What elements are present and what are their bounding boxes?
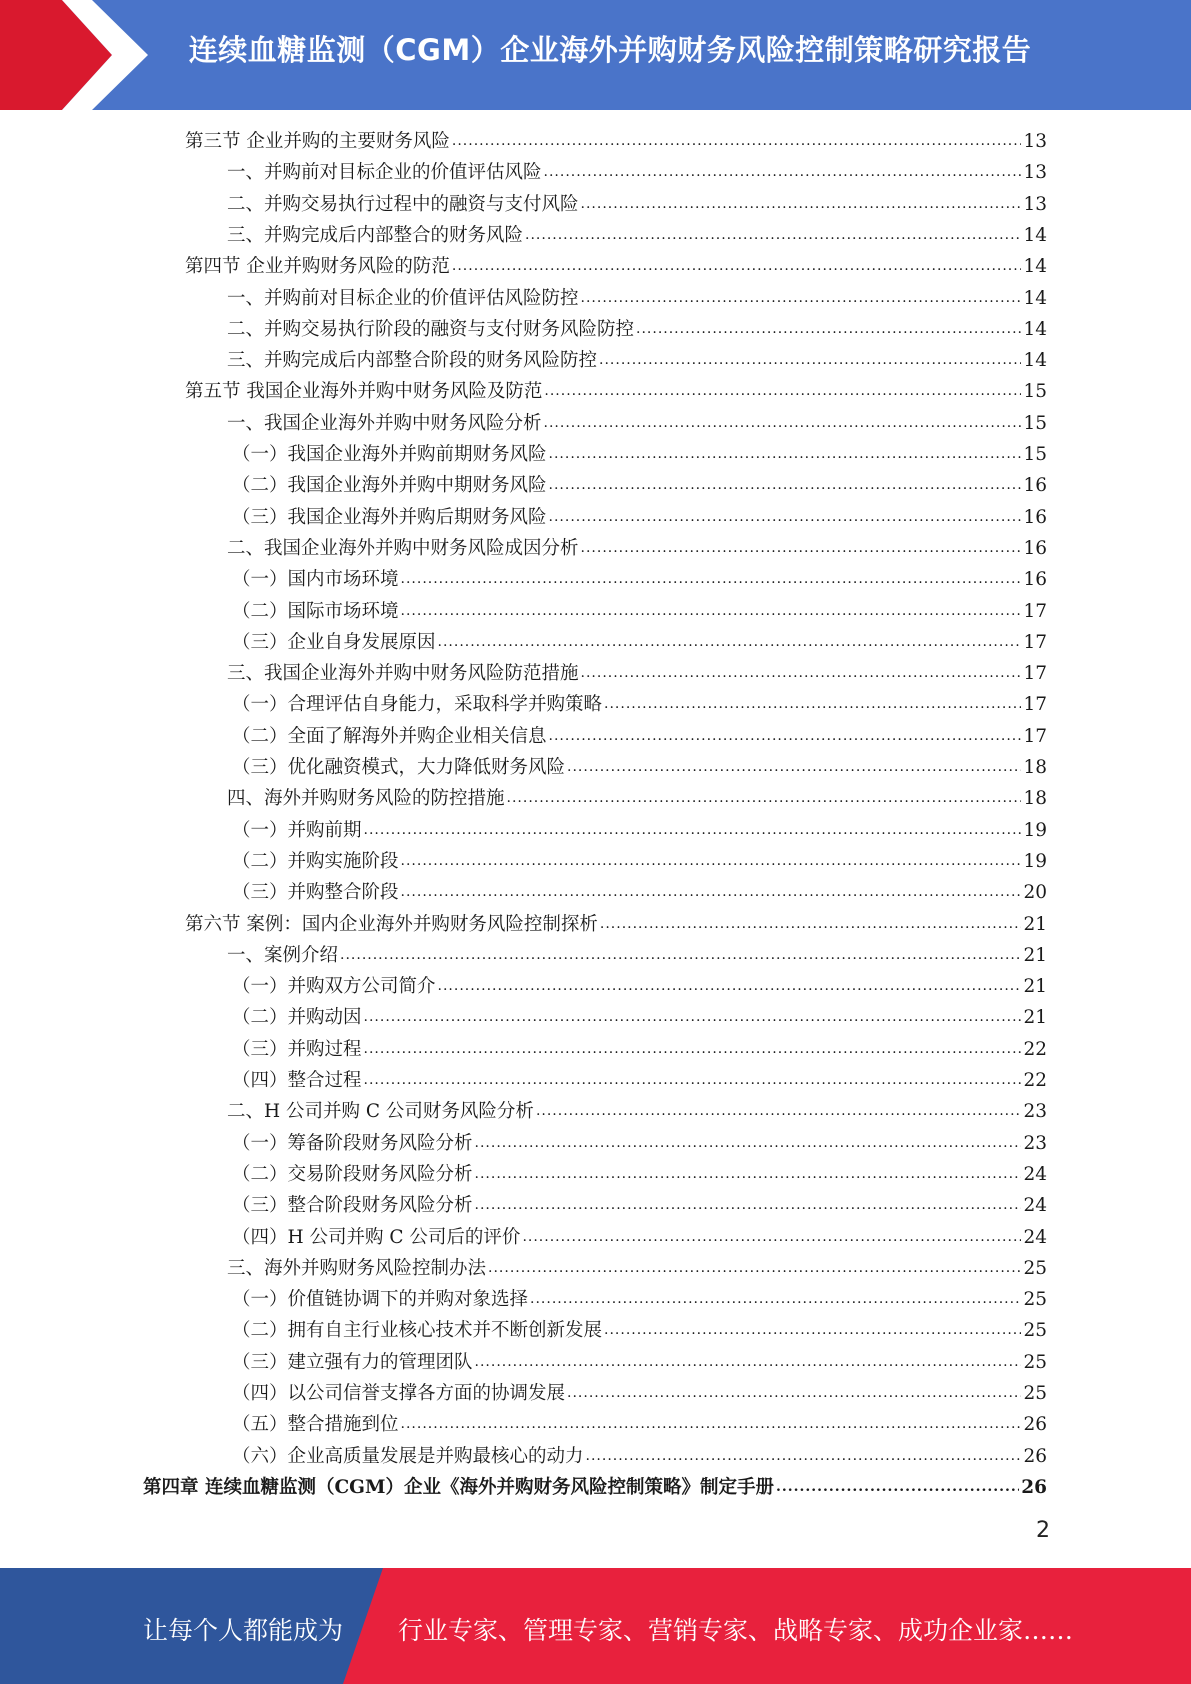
toc-entry[interactable] xyxy=(185,128,1047,154)
toc-entry[interactable] xyxy=(232,629,1047,655)
toc-entry[interactable] xyxy=(185,253,1047,279)
toc-entry[interactable] xyxy=(232,1443,1047,1469)
toc-dot-leader xyxy=(438,977,1022,999)
toc-entry-label: 二、并购交易执行阶段的融资与支付财务风险防控 xyxy=(227,318,635,340)
toc-entry[interactable] xyxy=(227,785,1047,811)
toc-entry-label: （四）H 公司并购 C 公司后的评价 xyxy=(232,1226,521,1248)
toc-entry[interactable] xyxy=(232,1286,1047,1312)
toc-entry-label: （一）价值链协调下的并购对象选择 xyxy=(232,1289,529,1311)
toc-entry[interactable] xyxy=(227,1098,1047,1124)
toc-entry-label: 一、并购前对目标企业的价值评估风险 xyxy=(227,162,542,184)
toc-entry-page: 18 xyxy=(1023,757,1047,778)
toc-entry-page: 22 xyxy=(1023,1038,1047,1060)
toc-dot-leader xyxy=(452,132,1022,154)
toc-entry-page: 24 xyxy=(1023,1163,1047,1185)
toc-entry-label: （一）并购双方公司简介 xyxy=(232,976,436,998)
toc-entry-label: （四）以公司信誉支撑各方面的协调发展 xyxy=(232,1383,566,1404)
footer-slogan-left: 让每个人都能成为 xyxy=(143,1616,344,1645)
toc-entry-page: 23 xyxy=(1023,1132,1047,1154)
toc-entry-page: 21 xyxy=(1023,944,1047,966)
toc-entry[interactable] xyxy=(232,1224,1047,1250)
toc-entry-page: 24 xyxy=(1023,1226,1047,1248)
toc-entry-page: 26 xyxy=(1021,1476,1047,1498)
toc-entry[interactable] xyxy=(227,535,1047,561)
toc-entry-page: 19 xyxy=(1023,819,1047,841)
toc-entry-page: 17 xyxy=(1023,694,1047,716)
footer-slogan-right: 行业专家、管理专家、营销专家、战略专家、成功企业家…… xyxy=(398,1616,1074,1645)
toc-entry[interactable] xyxy=(232,472,1047,498)
toc-entry-page: 14 xyxy=(1023,350,1047,372)
toc-entry-label: 三、并购完成后内部整合阶段的财务风险防控 xyxy=(227,350,598,372)
toc-entry-page: 13 xyxy=(1023,193,1047,215)
report-title: 连续血糖监测（CGM）企业海外并购财务风险控制策略研究报告 xyxy=(188,33,1032,67)
toc-entry-page: 15 xyxy=(1023,412,1047,434)
toc-entry-page: 14 xyxy=(1023,256,1047,278)
toc-dot-leader xyxy=(581,289,1022,311)
toc-entry-label: 一、并购前对目标企业的价值评估风险防控 xyxy=(227,287,579,309)
toc-entry-label: （一）筹备阶段财务风险分析 xyxy=(232,1132,473,1154)
toc-entry-page: 18 xyxy=(1023,788,1047,810)
toc-chapter-entry[interactable] xyxy=(143,1474,1047,1500)
toc-entry-page: 15 xyxy=(1023,444,1047,465)
toc-dot-leader xyxy=(401,883,1022,905)
toc-entry-page: 16 xyxy=(1023,475,1047,497)
toc-entry[interactable] xyxy=(232,441,1047,467)
toc-entry-label: （三）我国企业海外并购后期财务风险 xyxy=(232,506,547,528)
toc-dot-leader xyxy=(475,1165,1022,1187)
toc-entry-page: 23 xyxy=(1023,1101,1047,1123)
toc-entry-label: （三）并购整合阶段 xyxy=(232,882,399,904)
toc-entry-page: 14 xyxy=(1023,287,1047,309)
toc-entry-label: （二）并购动因 xyxy=(232,1007,362,1029)
toc-entry-page: 17 xyxy=(1023,725,1047,747)
toc-dot-leader xyxy=(544,382,1021,404)
toc-dot-leader xyxy=(475,1353,1022,1375)
toc-entry[interactable] xyxy=(185,378,1047,404)
toc-dot-leader xyxy=(544,163,1022,185)
toc-dot-leader xyxy=(581,195,1022,217)
toc-entry[interactable] xyxy=(232,1349,1047,1375)
toc-entry[interactable] xyxy=(227,222,1047,248)
toc-entry-label: 三、海外并购财务风险控制办法 xyxy=(227,1257,487,1279)
toc-entry[interactable] xyxy=(232,1380,1047,1406)
toc-dot-leader xyxy=(401,602,1022,624)
toc-entry-label: （六）企业高质量发展是并购最核心的动力 xyxy=(232,1445,584,1467)
toc-entry[interactable] xyxy=(227,191,1047,217)
toc-entry-page: 24 xyxy=(1023,1195,1047,1217)
toc-entry[interactable] xyxy=(227,1255,1047,1281)
toc-entry-page: 25 xyxy=(1023,1383,1047,1404)
toc-entry-page: 26 xyxy=(1023,1414,1047,1436)
toc-entry-label: （一）合理评估自身能力，采取科学并购策略 xyxy=(232,694,603,716)
toc-entry[interactable] xyxy=(232,1161,1047,1187)
toc-entry-page: 25 xyxy=(1023,1320,1047,1342)
toc-entry[interactable] xyxy=(232,879,1047,905)
toc-entry-page: 14 xyxy=(1023,224,1047,246)
toc-entry-label: （三）建立强有力的管理团队 xyxy=(232,1351,473,1373)
toc-entry-label: 一、我国企业海外并购中财务风险分析 xyxy=(227,412,542,434)
toc-dot-leader xyxy=(549,508,1022,530)
page-footer xyxy=(0,1568,1191,1684)
toc-entry-page: 13 xyxy=(1023,162,1047,184)
toc-entry-page: 17 xyxy=(1023,631,1047,653)
toc-dot-leader xyxy=(525,226,1021,248)
toc-dot-leader xyxy=(530,1290,1021,1312)
toc-dot-leader xyxy=(581,539,1022,561)
toc-entry[interactable] xyxy=(227,316,1047,342)
toc-entry-label: 第六节 案例：国内企业海外并购财务风险控制探析 xyxy=(185,913,598,935)
toc-entry-page: 16 xyxy=(1023,569,1047,591)
toc-entry-label: 第五节 我国企业海外并购中财务风险及防范 xyxy=(185,381,543,403)
toc-entry[interactable] xyxy=(232,1411,1047,1437)
toc-entry[interactable] xyxy=(232,504,1047,530)
toc-entry-page: 17 xyxy=(1023,663,1047,685)
toc-entry-label: 三、并购完成后内部整合的财务风险 xyxy=(227,224,524,246)
toc-entry-label: 二、我国企业海外并购中财务风险成因分析 xyxy=(227,537,579,559)
toc-dot-leader xyxy=(549,727,1022,749)
toc-entry[interactable] xyxy=(232,598,1047,624)
toc-entry-page: 25 xyxy=(1023,1257,1047,1279)
toc-entry-page: 17 xyxy=(1023,600,1047,622)
toc-dot-leader xyxy=(544,414,1022,436)
toc-entry[interactable] xyxy=(232,1130,1047,1156)
toc-entry-label: 第三节 企业并购的主要财务风险 xyxy=(185,131,450,152)
toc-entry-page: 15 xyxy=(1023,381,1047,403)
toc-dot-leader xyxy=(522,1228,1021,1250)
toc-entry-page: 21 xyxy=(1023,913,1047,935)
toc-entry-label: 第四节 企业并购财务风险的防范 xyxy=(185,256,450,278)
toc-entry[interactable] xyxy=(232,691,1047,717)
toc-dot-leader xyxy=(604,1321,1021,1343)
toc-dot-leader xyxy=(475,1134,1022,1156)
toc-entry[interactable] xyxy=(232,1317,1047,1343)
toc-entry-page: 16 xyxy=(1023,537,1047,559)
toc-dot-leader xyxy=(364,1071,1022,1093)
toc-dot-leader xyxy=(636,320,1021,342)
toc-entry-page: 26 xyxy=(1023,1445,1047,1467)
toc-entry[interactable] xyxy=(232,1067,1047,1093)
toc-entry[interactable] xyxy=(232,754,1047,780)
toc-entry[interactable] xyxy=(232,817,1047,843)
toc-dot-leader xyxy=(549,476,1022,498)
toc-entry-page: 16 xyxy=(1023,506,1047,528)
toc-dot-leader xyxy=(340,946,1021,968)
toc-entry-label: 第四章 连续血糖监测（CGM）企业《海外并购财务风险控制策略》制定手册 xyxy=(143,1476,774,1498)
toc-dot-leader xyxy=(599,351,1021,373)
toc-entry[interactable] xyxy=(232,723,1047,749)
toc-entry-page: 21 xyxy=(1023,1007,1047,1029)
toc-dot-leader xyxy=(488,1259,1021,1281)
toc-entry[interactable] xyxy=(232,1036,1047,1062)
toc-dot-leader xyxy=(600,915,1022,937)
toc-dot-leader xyxy=(475,1196,1022,1218)
toc-entry-label: （一）并购前期 xyxy=(232,819,362,841)
toc-dot-leader xyxy=(364,1040,1022,1062)
toc-entry[interactable] xyxy=(232,848,1047,874)
toc-entry-label: （一）国内市场环境 xyxy=(232,569,399,591)
toc-entry-label: 二、H 公司并购 C 公司财务风险分析 xyxy=(227,1101,534,1123)
toc-entry-label: （四）整合过程 xyxy=(232,1070,362,1091)
toc-dot-leader xyxy=(401,852,1022,874)
toc-entry-label: （三）并购过程 xyxy=(232,1038,362,1060)
toc-entry-label: （二）交易阶段财务风险分析 xyxy=(232,1163,473,1185)
toc-entry-page: 13 xyxy=(1023,131,1047,152)
toc-entry-label: （三）优化融资模式，大力降低财务风险 xyxy=(232,757,566,778)
toc-entry-label: 一、案例介绍 xyxy=(227,944,339,966)
toc-entry-label: 三、我国企业海外并购中财务风险防范措施 xyxy=(227,663,579,685)
toc-entry[interactable] xyxy=(227,942,1047,968)
toc-entry-label: （三）整合阶段财务风险分析 xyxy=(232,1195,473,1217)
toc-entry-label: （二）全面了解海外并购企业相关信息 xyxy=(232,725,547,747)
toc-dot-leader xyxy=(452,257,1022,279)
toc-entry-label: （三）企业自身发展原因 xyxy=(232,631,436,653)
toc-entry-label: 二、并购交易执行过程中的融资与支付风险 xyxy=(227,193,579,215)
toc-dot-leader xyxy=(586,1447,1022,1469)
toc-entry-label: （二）我国企业海外并购中期财务风险 xyxy=(232,475,547,497)
toc-dot-leader xyxy=(567,1384,1021,1406)
toc-entry-page: 25 xyxy=(1023,1289,1047,1311)
toc-dot-leader xyxy=(604,695,1021,717)
toc-dot-leader xyxy=(401,570,1022,592)
page-header xyxy=(0,0,1191,110)
toc-entry-label: （二）国际市场环境 xyxy=(232,600,399,622)
toc-entry-label: （一）我国企业海外并购前期财务风险 xyxy=(232,444,547,465)
toc-entry-label: 四、海外并购财务风险的防控措施 xyxy=(227,788,505,810)
toc-entry-label: （五）整合措施到位 xyxy=(232,1414,399,1436)
toc-dot-leader xyxy=(364,821,1022,843)
toc-entry[interactable] xyxy=(227,410,1047,436)
toc-entry[interactable] xyxy=(232,973,1047,999)
toc-dot-leader xyxy=(438,633,1022,655)
toc-entry[interactable] xyxy=(232,1192,1047,1218)
page-number: 2 xyxy=(1036,1518,1050,1543)
toc-entry-page: 14 xyxy=(1023,318,1047,340)
toc-entry[interactable] xyxy=(232,566,1047,592)
toc-dot-leader xyxy=(567,758,1021,780)
toc-dot-leader xyxy=(581,664,1022,686)
toc-dot-leader xyxy=(549,445,1022,467)
toc-entry-page: 22 xyxy=(1023,1070,1047,1091)
toc-entry-page: 25 xyxy=(1023,1351,1047,1373)
toc-dot-leader xyxy=(776,1478,1019,1500)
toc-entry[interactable] xyxy=(227,159,1047,185)
toc-entry[interactable] xyxy=(227,285,1047,311)
toc-entry-page: 20 xyxy=(1023,882,1047,904)
toc-entry[interactable] xyxy=(227,660,1047,686)
toc-entry[interactable] xyxy=(227,347,1047,373)
toc-entry[interactable] xyxy=(185,911,1047,937)
toc-dot-leader xyxy=(536,1102,1022,1124)
toc-entry-label: （二）拥有自主行业核心技术并不断创新发展 xyxy=(232,1320,603,1342)
toc-dot-leader xyxy=(507,789,1022,811)
toc-dot-leader xyxy=(401,1415,1022,1437)
toc-entry-page: 19 xyxy=(1023,850,1047,872)
toc-entry-label: （二）并购实施阶段 xyxy=(232,850,399,872)
toc-entry-page: 21 xyxy=(1023,976,1047,998)
toc-dot-leader xyxy=(364,1008,1022,1030)
toc-entry[interactable] xyxy=(232,1004,1047,1030)
